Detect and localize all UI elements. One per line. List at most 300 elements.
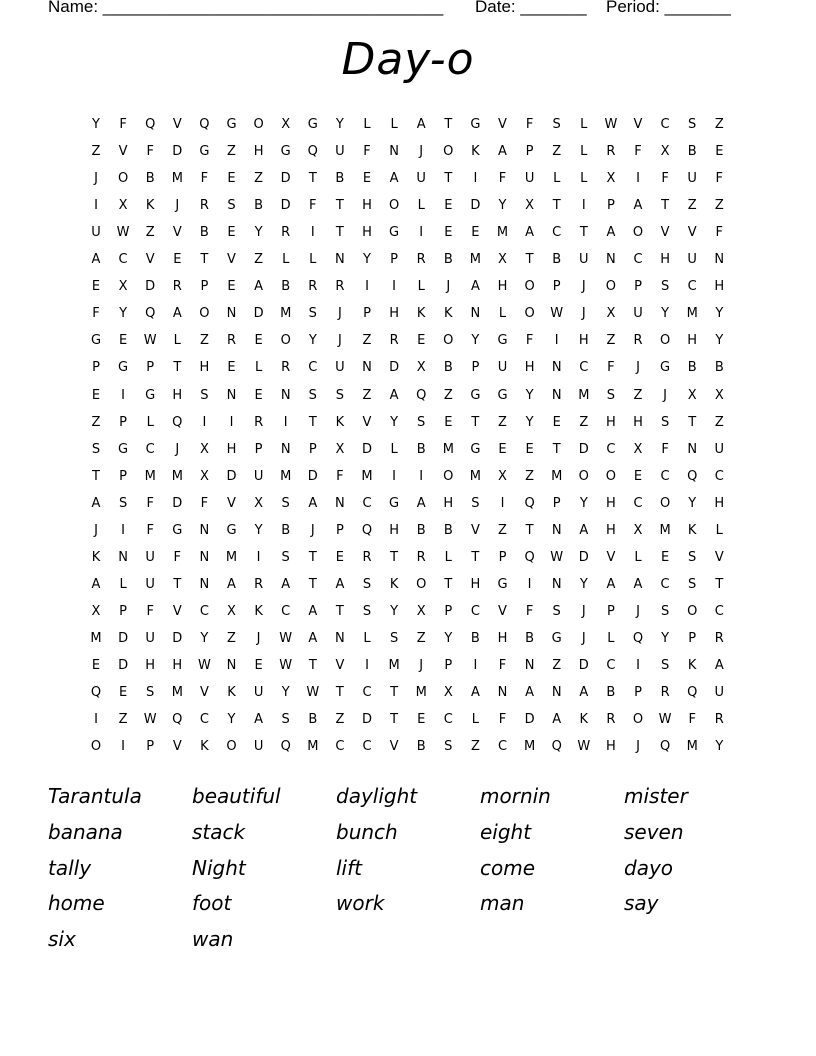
grid-letter[interactable]: L <box>580 144 588 160</box>
grid-letter[interactable]: Z <box>498 414 507 430</box>
grid-letter[interactable]: R <box>416 549 426 565</box>
grid-letter[interactable]: C <box>362 685 372 701</box>
grid-letter[interactable]: F <box>525 117 534 132</box>
grid-letter[interactable]: P <box>200 279 209 295</box>
grid-letter[interactable]: C <box>606 441 616 457</box>
grid-letter[interactable]: D <box>524 712 535 728</box>
grid-letter[interactable]: C <box>579 360 589 376</box>
grid-letter[interactable]: G <box>199 144 210 160</box>
grid-letter[interactable]: T <box>688 414 697 430</box>
grid-letter[interactable]: E <box>471 225 480 241</box>
grid-letter[interactable]: F <box>498 712 507 728</box>
grid-letter[interactable]: F <box>309 198 317 214</box>
grid-letter[interactable]: V <box>118 144 128 160</box>
grid-letter[interactable]: B <box>687 144 697 160</box>
grid-letter[interactable]: U <box>145 630 155 646</box>
grid-letter[interactable]: O <box>578 468 589 484</box>
grid-letter[interactable]: Z <box>525 468 535 484</box>
grid-letter[interactable]: E <box>444 225 453 241</box>
grid-letter[interactable]: A <box>389 171 399 187</box>
grid-letter[interactable]: R <box>389 333 399 349</box>
grid-letter[interactable]: B <box>525 630 535 646</box>
grid-letter[interactable]: S <box>471 495 480 511</box>
grid-letter[interactable]: E <box>633 468 643 484</box>
grid-letter[interactable]: E <box>227 279 236 295</box>
grid-letter[interactable]: N <box>389 144 399 160</box>
grid-letter[interactable]: O <box>90 739 102 755</box>
grid-letter[interactable]: Y <box>715 333 724 349</box>
grid-letter[interactable]: P <box>308 441 317 457</box>
grid-letter[interactable]: T <box>173 576 182 592</box>
grid-letter[interactable]: Y <box>390 603 399 619</box>
grid-letter[interactable]: R <box>416 252 426 268</box>
grid-letter[interactable]: Z <box>227 630 236 646</box>
grid-letter[interactable]: M <box>415 685 427 701</box>
grid-letter[interactable]: W <box>197 658 211 673</box>
grid-letter[interactable]: K <box>91 549 101 565</box>
grid-letter[interactable]: L <box>254 360 263 376</box>
grid-letter[interactable]: S <box>444 739 453 755</box>
grid-letter[interactable]: G <box>307 117 318 132</box>
grid-letter[interactable]: J <box>175 198 180 214</box>
grid-letter[interactable]: Y <box>471 333 480 349</box>
grid-letter[interactable]: R <box>714 712 724 728</box>
grid-letter[interactable]: L <box>417 279 425 295</box>
grid-letter[interactable]: L <box>634 549 642 565</box>
grid-letter[interactable]: Q <box>524 549 535 565</box>
grid-letter[interactable]: N <box>551 360 562 376</box>
grid-letter[interactable]: J <box>581 306 586 322</box>
grid-letter[interactable]: W <box>143 712 157 728</box>
grid-letter[interactable]: W <box>658 712 672 728</box>
grid-letter[interactable]: A <box>470 279 480 295</box>
grid-letter[interactable]: P <box>146 739 155 755</box>
grid-letter[interactable]: B <box>606 685 616 701</box>
grid-letter[interactable]: V <box>389 739 399 755</box>
grid-letter[interactable]: I <box>419 468 424 484</box>
grid-letter[interactable]: U <box>335 144 345 160</box>
grid-letter[interactable]: Z <box>362 333 372 349</box>
grid-letter[interactable]: C <box>714 603 724 619</box>
grid-letter[interactable]: I <box>392 468 397 484</box>
grid-letter[interactable]: X <box>660 144 670 160</box>
grid-letter[interactable]: R <box>172 279 182 295</box>
grid-letter[interactable]: S <box>281 712 290 728</box>
grid-letter[interactable]: A <box>579 522 589 538</box>
grid-letter[interactable]: F <box>119 117 127 132</box>
grid-letter[interactable]: E <box>335 549 344 565</box>
grid-letter[interactable]: G <box>145 387 156 403</box>
grid-letter[interactable]: U <box>687 171 697 187</box>
grid-letter[interactable]: S <box>688 549 697 565</box>
grid-letter[interactable]: P <box>606 198 615 214</box>
grid-letter[interactable]: A <box>498 144 507 160</box>
grid-letter[interactable]: D <box>578 658 589 673</box>
grid-letter[interactable]: M <box>578 387 590 403</box>
grid-letter[interactable]: D <box>226 468 237 484</box>
grid-letter[interactable]: H <box>497 630 508 646</box>
grid-letter[interactable]: Q <box>361 522 373 538</box>
grid-letter[interactable]: X <box>199 441 209 457</box>
grid-letter[interactable]: N <box>199 522 210 538</box>
grid-letter[interactable]: A <box>579 685 589 701</box>
grid-letter[interactable]: Y <box>254 225 263 241</box>
grid-letter[interactable]: O <box>416 576 427 592</box>
grid-letter[interactable]: B <box>714 360 724 376</box>
grid-letter[interactable]: M <box>388 658 400 673</box>
grid-letter[interactable]: N <box>226 306 237 322</box>
grid-letter[interactable]: E <box>227 360 236 376</box>
grid-letter[interactable]: A <box>308 495 318 511</box>
grid-letter[interactable]: Y <box>525 414 534 430</box>
grid-letter[interactable]: Q <box>145 117 156 132</box>
grid-letter[interactable]: J <box>636 603 640 619</box>
grid-letter[interactable]: U <box>524 171 535 187</box>
grid-letter[interactable]: Z <box>416 630 426 646</box>
grid-letter[interactable]: U <box>253 468 264 484</box>
grid-letter[interactable]: M <box>496 225 509 241</box>
grid-letter[interactable]: P <box>146 360 155 376</box>
grid-letter[interactable]: H <box>199 360 210 376</box>
grid-letter[interactable]: V <box>172 603 182 619</box>
grid-letter[interactable]: K <box>687 658 697 673</box>
grid-letter[interactable]: F <box>146 144 154 160</box>
grid-letter[interactable]: I <box>121 739 126 755</box>
grid-letter[interactable]: F <box>661 171 669 187</box>
grid-letter[interactable]: U <box>714 441 725 457</box>
grid-letter[interactable]: Z <box>91 144 101 160</box>
grid-letter[interactable]: O <box>659 495 671 511</box>
grid-letter[interactable]: C <box>660 468 670 484</box>
grid-letter[interactable]: M <box>469 468 481 484</box>
grid-letter[interactable]: K <box>335 414 345 430</box>
grid-letter[interactable]: M <box>280 306 292 322</box>
grid-letter[interactable]: Y <box>579 576 588 592</box>
grid-letter[interactable]: S <box>281 549 290 565</box>
grid-letter[interactable]: H <box>714 495 725 511</box>
grid-letter[interactable]: C <box>199 712 209 728</box>
grid-letter[interactable]: L <box>390 441 398 457</box>
grid-letter[interactable]: A <box>172 306 182 322</box>
grid-letter[interactable]: L <box>282 252 290 268</box>
grid-letter[interactable]: R <box>199 198 209 214</box>
grid-letter[interactable]: Z <box>254 252 264 268</box>
grid-letter[interactable]: F <box>363 144 371 160</box>
grid-letter[interactable]: P <box>254 441 263 457</box>
grid-letter[interactable]: T <box>661 198 670 214</box>
grid-letter[interactable]: I <box>365 658 369 673</box>
grid-letter[interactable]: E <box>91 658 101 673</box>
grid-letter[interactable]: S <box>660 414 670 430</box>
grid-letter[interactable]: A <box>91 495 101 511</box>
grid-letter[interactable]: E <box>660 549 670 565</box>
grid-letter[interactable]: S <box>91 441 101 457</box>
grid-letter[interactable]: L <box>363 117 371 132</box>
grid-letter[interactable]: U <box>91 225 101 241</box>
grid-letter[interactable]: O <box>443 333 454 349</box>
grid-letter[interactable]: Q <box>199 117 210 132</box>
grid-letter[interactable]: D <box>280 171 291 187</box>
grid-letter[interactable]: S <box>362 603 372 619</box>
grid-letter[interactable]: I <box>392 279 397 295</box>
grid-letter[interactable]: X <box>498 468 507 484</box>
grid-letter[interactable]: F <box>525 603 534 619</box>
grid-letter[interactable]: V <box>687 225 697 241</box>
grid-letter[interactable]: U <box>253 739 264 755</box>
grid-letter[interactable]: B <box>281 522 291 538</box>
grid-letter[interactable]: P <box>119 603 128 619</box>
grid-letter[interactable]: N <box>226 387 237 403</box>
grid-letter[interactable]: J <box>581 603 586 619</box>
grid-letter[interactable]: N <box>606 252 616 268</box>
grid-letter[interactable]: H <box>362 225 372 241</box>
grid-letter[interactable]: E <box>525 441 534 457</box>
grid-letter[interactable]: S <box>362 576 372 592</box>
grid-letter[interactable]: F <box>92 306 100 322</box>
grid-letter[interactable]: O <box>253 117 264 132</box>
grid-letter[interactable]: L <box>715 522 723 538</box>
grid-letter[interactable]: S <box>281 495 290 511</box>
grid-letter[interactable]: P <box>525 144 534 160</box>
grid-letter[interactable]: V <box>172 225 182 241</box>
grid-letter[interactable]: Q <box>172 414 183 430</box>
grid-letter[interactable]: I <box>636 171 640 187</box>
grid-letter[interactable]: B <box>416 522 426 538</box>
grid-letter[interactable]: I <box>527 576 532 592</box>
grid-letter[interactable]: Q <box>280 739 291 755</box>
grid-letter[interactable]: E <box>254 333 263 349</box>
grid-letter[interactable]: Y <box>335 117 344 132</box>
grid-letter[interactable]: O <box>524 306 535 322</box>
grid-letter[interactable]: C <box>335 739 345 755</box>
grid-letter[interactable]: C <box>308 360 318 376</box>
grid-letter[interactable]: F <box>634 144 642 160</box>
grid-letter[interactable]: F <box>661 441 669 457</box>
grid-letter[interactable]: W <box>604 117 618 132</box>
grid-letter[interactable]: N <box>551 387 562 403</box>
grid-letter[interactable]: H <box>443 495 454 511</box>
grid-letter[interactable]: T <box>308 658 317 673</box>
grid-letter[interactable]: H <box>389 306 399 322</box>
grid-letter[interactable]: R <box>362 549 372 565</box>
grid-letter[interactable]: Z <box>91 414 101 430</box>
grid-letter[interactable]: V <box>714 549 724 565</box>
grid-letter[interactable]: C <box>606 658 616 673</box>
grid-letter[interactable]: H <box>389 522 399 538</box>
grid-letter[interactable]: Y <box>715 306 724 322</box>
grid-letter[interactable]: L <box>553 171 561 187</box>
grid-letter[interactable]: H <box>172 387 183 403</box>
grid-letter[interactable]: W <box>143 333 157 349</box>
grid-letter[interactable]: I <box>500 495 505 511</box>
grid-letter[interactable]: S <box>308 387 317 403</box>
grid-letter[interactable]: V <box>362 414 372 430</box>
grid-letter[interactable]: O <box>226 739 237 755</box>
grid-letter[interactable]: J <box>337 306 342 322</box>
grid-letter[interactable]: B <box>443 522 453 538</box>
grid-letter[interactable]: I <box>121 522 126 538</box>
grid-letter[interactable]: E <box>91 387 101 403</box>
grid-letter[interactable]: S <box>146 685 155 701</box>
grid-letter[interactable]: S <box>118 495 128 511</box>
grid-letter[interactable]: H <box>470 576 481 592</box>
grid-letter[interactable]: D <box>389 360 400 376</box>
grid-letter[interactable]: G <box>389 495 400 511</box>
grid-letter[interactable]: D <box>578 549 589 565</box>
grid-letter[interactable]: X <box>227 603 236 619</box>
grid-letter[interactable]: Y <box>92 117 100 132</box>
grid-letter[interactable]: S <box>688 117 697 132</box>
grid-letter[interactable]: C <box>281 603 291 619</box>
grid-letter[interactable]: K <box>471 144 480 160</box>
grid-letter[interactable]: S <box>308 306 317 322</box>
grid-letter[interactable]: S <box>688 576 697 592</box>
grid-letter[interactable]: K <box>227 685 236 701</box>
grid-letter[interactable]: T <box>335 685 344 701</box>
grid-letter[interactable]: Z <box>714 198 724 214</box>
grid-letter[interactable]: H <box>606 522 616 538</box>
grid-letter[interactable]: D <box>172 630 183 646</box>
grid-letter[interactable]: N <box>199 576 210 592</box>
grid-letter[interactable]: K <box>687 522 697 538</box>
grid-letter[interactable]: A <box>633 198 643 214</box>
grid-letter[interactable]: P <box>634 279 642 295</box>
grid-letter[interactable]: R <box>281 360 291 376</box>
grid-letter[interactable]: Q <box>687 468 698 484</box>
grid-letter[interactable]: F <box>525 333 534 349</box>
grid-letter[interactable]: M <box>307 739 319 755</box>
grid-letter[interactable]: N <box>362 360 372 376</box>
grid-letter[interactable]: H <box>687 333 698 349</box>
grid-letter[interactable]: Z <box>335 712 345 728</box>
grid-letter[interactable]: R <box>308 279 318 295</box>
grid-letter[interactable]: M <box>686 739 698 755</box>
grid-letter[interactable]: A <box>308 603 318 619</box>
grid-letter[interactable]: A <box>416 495 426 511</box>
grid-letter[interactable]: A <box>714 658 724 673</box>
grid-letter[interactable]: C <box>660 576 670 592</box>
grid-letter[interactable]: N <box>524 658 535 673</box>
grid-letter[interactable]: J <box>310 522 315 538</box>
grid-letter[interactable]: Z <box>254 171 264 187</box>
period-field[interactable]: Period: _______ <box>606 0 731 16</box>
grid-letter[interactable]: S <box>606 387 616 403</box>
grid-letter[interactable]: P <box>444 603 453 619</box>
grid-letter[interactable]: N <box>118 549 128 565</box>
grid-letter[interactable]: V <box>633 117 643 132</box>
grid-letter[interactable]: B <box>470 630 480 646</box>
grid-letter[interactable]: S <box>660 658 670 673</box>
grid-letter[interactable]: B <box>443 252 453 268</box>
grid-letter[interactable]: A <box>525 685 535 701</box>
grid-letter[interactable]: T <box>525 522 534 538</box>
grid-letter[interactable]: G <box>118 360 129 376</box>
grid-letter[interactable]: A <box>470 685 480 701</box>
grid-letter[interactable]: E <box>417 333 426 349</box>
grid-letter[interactable]: H <box>578 333 589 349</box>
name-field[interactable]: Name: ____________________________________ <box>48 0 444 16</box>
grid-letter[interactable]: D <box>172 495 183 511</box>
grid-letter[interactable]: G <box>280 144 291 160</box>
grid-letter[interactable]: Q <box>416 387 427 403</box>
grid-letter[interactable]: H <box>172 658 183 673</box>
grid-letter[interactable]: G <box>470 387 481 403</box>
grid-letter[interactable]: A <box>389 387 399 403</box>
grid-letter[interactable]: F <box>173 549 182 565</box>
grid-letter[interactable]: B <box>145 171 155 187</box>
grid-letter[interactable]: E <box>254 387 263 403</box>
grid-letter[interactable]: N <box>335 252 345 268</box>
grid-letter[interactable]: T <box>552 441 561 457</box>
grid-letter[interactable]: P <box>471 360 480 376</box>
grid-letter[interactable]: X <box>687 387 697 403</box>
grid-letter[interactable]: M <box>280 468 292 484</box>
grid-letter[interactable]: H <box>714 279 725 295</box>
grid-letter[interactable]: V <box>145 252 155 268</box>
grid-letter[interactable]: F <box>498 658 507 673</box>
grid-letter[interactable]: S <box>552 603 561 619</box>
grid-letter[interactable]: U <box>633 306 643 322</box>
grid-letter[interactable]: E <box>444 198 453 214</box>
grid-letter[interactable]: V <box>199 685 209 701</box>
grid-letter[interactable]: K <box>416 306 426 322</box>
grid-letter[interactable]: K <box>145 198 155 214</box>
grid-letter[interactable]: E <box>227 171 236 187</box>
grid-letter[interactable]: A <box>91 576 101 592</box>
grid-letter[interactable]: E <box>444 414 453 430</box>
grid-letter[interactable]: Y <box>363 252 371 268</box>
grid-letter[interactable]: O <box>605 279 616 295</box>
grid-letter[interactable]: U <box>497 360 508 376</box>
grid-letter[interactable]: Y <box>254 522 263 538</box>
grid-letter[interactable]: Y <box>715 739 724 755</box>
grid-letter[interactable]: Y <box>498 198 507 214</box>
grid-letter[interactable]: N <box>335 630 345 646</box>
grid-letter[interactable]: E <box>254 658 263 673</box>
grid-letter[interactable]: I <box>473 658 478 673</box>
grid-letter[interactable]: T <box>200 252 209 268</box>
grid-letter[interactable]: P <box>335 522 344 538</box>
grid-letter[interactable]: Z <box>498 522 507 538</box>
grid-letter[interactable]: G <box>551 630 562 646</box>
grid-letter[interactable]: H <box>633 414 643 430</box>
grid-letter[interactable]: V <box>172 739 182 755</box>
grid-letter[interactable]: I <box>283 414 288 430</box>
grid-letter[interactable]: C <box>118 252 128 268</box>
grid-letter[interactable]: M <box>171 685 183 701</box>
grid-letter[interactable]: V <box>470 522 480 538</box>
grid-letter[interactable]: L <box>390 117 398 132</box>
grid-letter[interactable]: L <box>444 549 452 565</box>
grid-letter[interactable]: N <box>226 658 237 673</box>
grid-letter[interactable]: F <box>146 495 154 511</box>
grid-letter[interactable]: A <box>335 576 345 592</box>
grid-letter[interactable]: V <box>227 495 236 511</box>
grid-letter[interactable]: Y <box>308 333 317 349</box>
grid-letter[interactable]: J <box>94 522 98 538</box>
grid-letter[interactable]: D <box>118 658 129 673</box>
grid-letter[interactable]: C <box>497 739 508 755</box>
grid-letter[interactable]: L <box>309 252 317 268</box>
grid-letter[interactable]: O <box>117 171 129 187</box>
grid-letter[interactable]: B <box>552 252 562 268</box>
grid-letter[interactable]: Z <box>633 387 643 403</box>
grid-letter[interactable]: Q <box>307 144 318 160</box>
grid-letter[interactable]: T <box>525 252 534 268</box>
grid-letter[interactable]: Q <box>687 685 698 701</box>
grid-letter[interactable]: O <box>659 333 671 349</box>
grid-letter[interactable]: L <box>146 414 154 430</box>
